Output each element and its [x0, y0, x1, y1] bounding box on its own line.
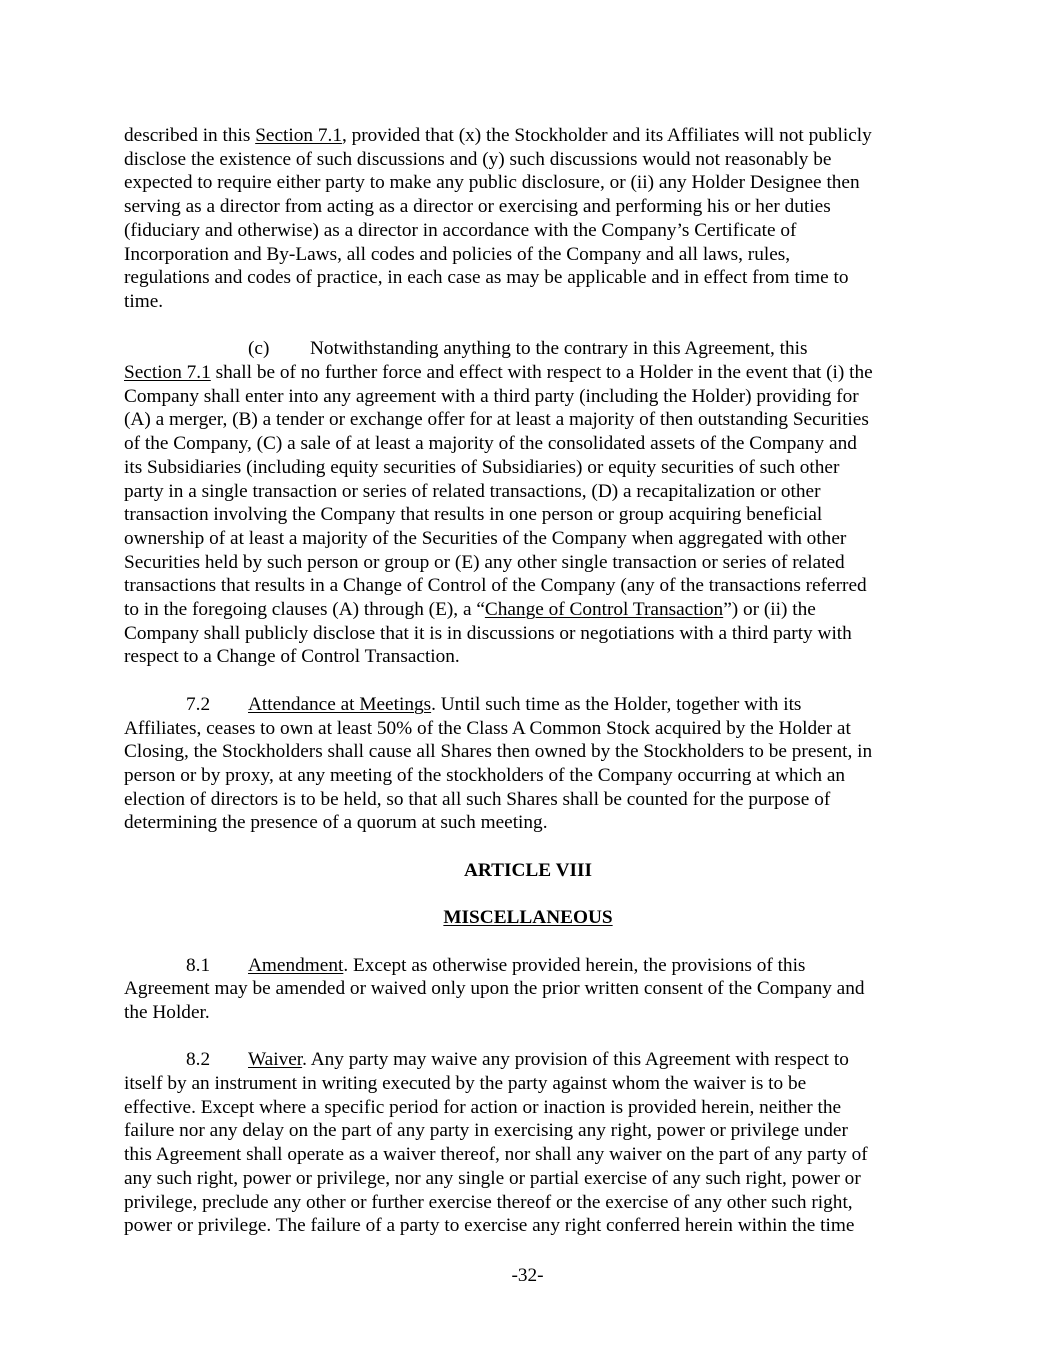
section-heading: Waiver: [248, 1049, 303, 1071]
text-line: disclose the existence of such discussions and (y) such discussions would not reasonably be: [124, 148, 832, 170]
text-line: transactions that results in a Change of Control of the Company (any of the transactions referred: [124, 575, 867, 597]
section-number: 8.2: [186, 1049, 211, 1071]
text-line: person or by proxy, at any meeting of the stockholders of the Company occurring at which an: [124, 764, 846, 786]
section-heading: Amendment: [248, 954, 344, 976]
text-line: Company shall enter into any agreement with a third party (including the Holder) providing for: [124, 385, 859, 407]
text-line: (fiduciary and otherwise) as a director in accordance with the Company’s Certificate of: [124, 219, 797, 241]
section-7-1-reference: Section 7.1: [255, 125, 342, 146]
text-line: effective. Except where a specific period for action or inaction is provided herein, neither the: [124, 1096, 842, 1118]
clause-marker: (c): [248, 338, 270, 360]
text-line: Incorporation and By-Laws, all codes and policies of the Company and all laws, rules,: [124, 243, 791, 265]
text: . Any party may waive any provision of this Agreement with respect to: [302, 1049, 849, 1071]
text-line: Company shall publicly disclose that it is in discussions or negotiations with a third party with: [124, 622, 852, 644]
text-line: failure nor any delay on the part of any party in exercising any right, power or privilege under: [124, 1120, 848, 1142]
paragraph-section-8-1: [124, 954, 932, 1025]
paragraph-section-8-2: [124, 1048, 932, 1238]
text-line: Securities held by such person or group or (E) any other single transaction or series of related: [124, 551, 845, 573]
text-line: Affiliates, ceases to own at least 50% of the Class A Common Stock acquired by the Holder at: [124, 717, 851, 739]
text: Notwithstanding anything to the contrary in this Agreement, this: [310, 338, 808, 360]
text-line: serving as a director from acting as a director or exercising and performing his or her duties: [124, 196, 831, 218]
paragraph-section-7-1-c: [124, 337, 932, 669]
text: . Except as otherwise provided herein, the provisions of this: [343, 954, 806, 976]
text-line: power or privilege. The failure of a party to exercise any right conferred herein within the time: [124, 1215, 855, 1237]
text-line: (A) a merger, (B) a tender or exchange offer for at least a majority of then outstanding Securities: [124, 409, 869, 431]
text-line: this Agreement shall operate as a waiver thereof, nor shall any waiver on the part of any party of: [124, 1144, 868, 1166]
text-line: determining the presence of a quorum at such meeting.: [124, 812, 548, 834]
text-line: ownership of at least a majority of the Securities of the Company when aggregated with other: [124, 527, 847, 549]
section-number: 7.2: [186, 693, 211, 715]
text-line: the Holder.: [124, 1001, 210, 1023]
article-title: ARTICLE VIII: [463, 859, 593, 881]
text: to in the foregoing clauses (A) through (E), a “: [124, 599, 485, 621]
change-of-control-definition: Change of Control Transaction: [484, 599, 724, 621]
text: shall be of no further force and effect with respect to a Holder in the event that (i) the: [210, 362, 873, 384]
text: . Until such time as the Holder, together with its: [431, 693, 802, 715]
text-line: Closing, the Stockholders shall cause all Shares then owned by the Stockholders to be present, in: [124, 741, 873, 763]
text-line: party in a single transaction or series of related transactions, (D) a recapitalization or other: [124, 480, 821, 502]
text-line: regulations and codes of practice, in each case as may be applicable and in effect from time to: [124, 267, 849, 289]
text-line: Agreement may be amended or waived only upon the prior written consent of the Company and: [124, 978, 865, 1000]
text-line: itself by an instrument in writing executed by the party against whom the waiver is to be: [124, 1073, 807, 1095]
paragraph-section-7-2: [124, 693, 932, 835]
document-page: [124, 124, 932, 1238]
text-line: any such right, power or privilege, nor any single or partial exercise of any such right, power or: [124, 1167, 861, 1189]
section-heading: Attendance at Meetings: [248, 693, 432, 715]
text-line: time.: [124, 290, 164, 312]
text-line: privilege, preclude any other or further exercise thereof or the exercise of any other such right,: [124, 1191, 853, 1213]
text-line: of the Company, (C) a sale of at least a majority of the consolidated assets of the Company and: [124, 433, 857, 455]
article-subtitle: [124, 906, 932, 930]
text-line: transaction involving the Company that results in one person or group acquiring beneficial: [124, 504, 823, 526]
text: ”) or (ii) the: [723, 599, 816, 621]
text-line: expected to require either party to make any public disclosure, or (ii) any Holder Designee then: [124, 172, 860, 194]
article-subtitle-text: MISCELLANEOUS: [443, 907, 613, 929]
text: , provided that (x) the Stockholder and its Affiliates will not publicly: [341, 125, 872, 146]
text-line: election of directors is to be held, so that all such Shares shall be counted for the purpose of: [124, 788, 831, 810]
page-number: -32-: [511, 1265, 544, 1286]
text-line: respect to a Change of Control Transaction.: [124, 646, 460, 668]
section-7-1-reference: Section 7.1: [124, 362, 211, 384]
text: described in this: [124, 125, 256, 146]
section-number: 8.1: [186, 954, 211, 976]
text-line: its Subsidiaries (including equity securities of Subsidiaries) or equity securities of such other: [124, 456, 840, 478]
paragraph-section-7-1-b-continued: [124, 124, 932, 314]
